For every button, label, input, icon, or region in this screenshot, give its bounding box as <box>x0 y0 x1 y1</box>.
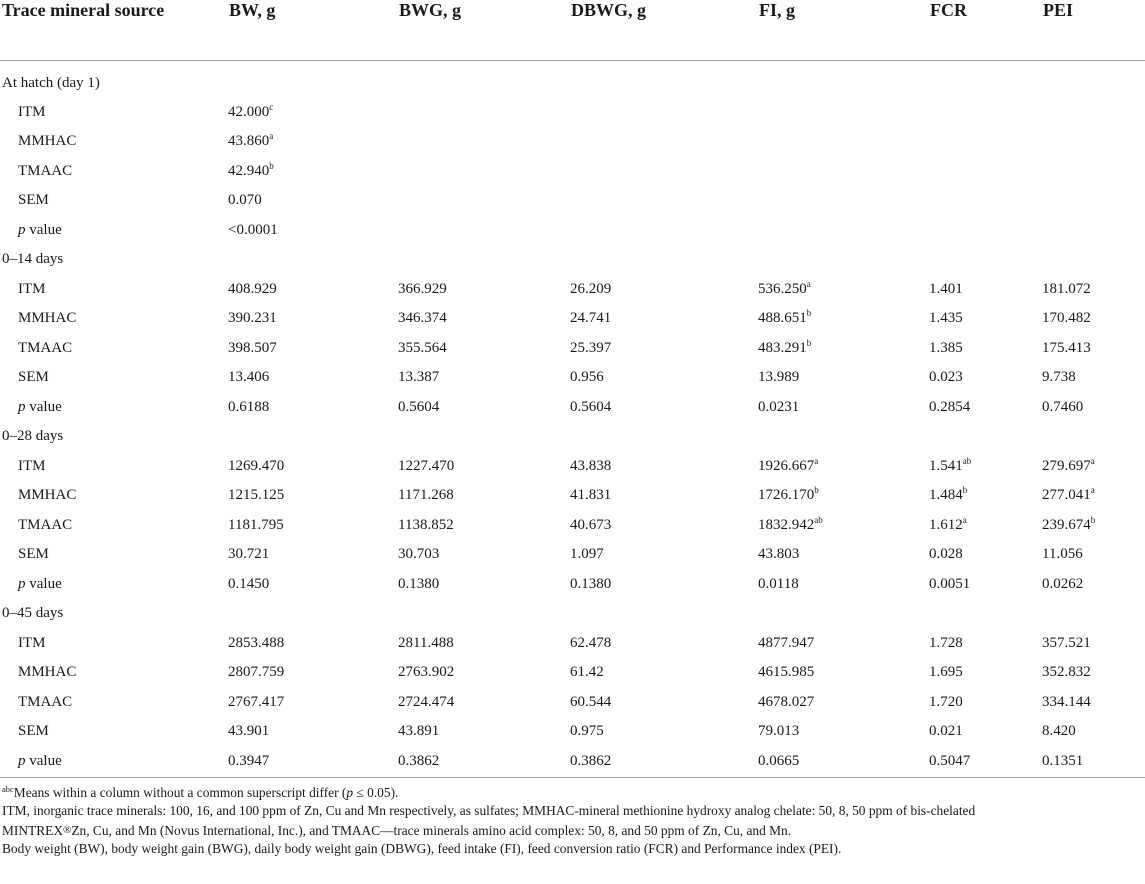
section-title: 0–14 days <box>2 251 64 268</box>
table-row <box>0 393 1145 423</box>
table-cell <box>1042 570 1145 600</box>
table-cell <box>398 717 570 747</box>
table-cell <box>929 216 1042 246</box>
table-cell <box>570 688 758 718</box>
header-fi: FI, g <box>758 0 929 60</box>
cell-value: 1215.125 <box>228 487 285 504</box>
table-cell <box>398 658 570 688</box>
table-cell <box>1042 216 1145 246</box>
table-cell <box>758 717 929 747</box>
table-cell <box>228 393 398 423</box>
table-cell <box>758 363 929 393</box>
cell-value: 1138.852 <box>398 516 454 533</box>
table-cell <box>398 275 570 305</box>
cell-value: 390.231 <box>228 310 277 327</box>
table-cell <box>398 540 570 570</box>
cell-value: 2763.902 <box>398 664 455 681</box>
table-cell <box>398 216 570 246</box>
significance-superscript: ab <box>962 455 972 466</box>
row-label: TMAAC <box>18 162 73 179</box>
cell-value: 1.435 <box>929 310 963 327</box>
cell-value: 0.0051 <box>929 575 971 592</box>
significance-superscript: a <box>1090 455 1095 466</box>
table-cell <box>758 629 929 659</box>
cell-value: 9.738 <box>1042 369 1076 386</box>
table-row <box>0 304 1145 334</box>
table-cell <box>929 717 1042 747</box>
cell-value: 279.697 <box>1042 457 1091 474</box>
row-label: ITM <box>18 280 46 297</box>
significance-superscript: b <box>1090 514 1096 525</box>
section-header-row <box>0 245 1145 275</box>
cell-value: 4877.947 <box>758 634 815 651</box>
table-cell <box>929 98 1042 128</box>
row-label: TMAAC <box>18 339 73 356</box>
table-cell <box>570 393 758 423</box>
section-title: At hatch (day 1) <box>2 74 100 91</box>
table-cell <box>570 540 758 570</box>
table-cell <box>758 511 929 541</box>
table-cell <box>228 157 398 187</box>
table-row <box>0 717 1145 747</box>
cell-value: 0.021 <box>929 723 963 740</box>
table-cell <box>398 186 570 216</box>
table-cell <box>758 570 929 600</box>
cell-value: 0.5604 <box>570 398 612 415</box>
table-cell <box>228 334 398 364</box>
section-title: 0–45 days <box>2 605 64 622</box>
table-cell <box>228 127 398 157</box>
table-cell <box>1042 658 1145 688</box>
table-cell <box>1042 511 1145 541</box>
table-cell <box>570 629 758 659</box>
cell-value: 334.144 <box>1042 693 1091 710</box>
table-cell <box>1042 688 1145 718</box>
cell-value: 0.0665 <box>758 753 800 769</box>
table-cell <box>929 452 1042 482</box>
table-cell <box>570 481 758 511</box>
table-cell <box>929 511 1042 541</box>
cell-value: 0.2854 <box>929 398 971 415</box>
table-cell <box>1042 157 1145 187</box>
table-cell <box>1042 186 1145 216</box>
cell-value: 1.728 <box>929 634 963 651</box>
significance-superscript: a <box>269 131 274 142</box>
table-cell <box>398 688 570 718</box>
row-label: p value <box>18 575 62 592</box>
table-cell <box>228 481 398 511</box>
table-cell <box>570 658 758 688</box>
table-cell <box>929 688 1042 718</box>
cell-value: 0.3862 <box>570 753 612 769</box>
table-row <box>0 363 1145 393</box>
table-cell <box>758 157 929 187</box>
cell-value: 0.0231 <box>758 398 800 415</box>
table-cell <box>228 511 398 541</box>
cell-value: 357.521 <box>1042 634 1091 651</box>
section-header-row <box>0 599 1145 629</box>
cell-value: 1181.795 <box>228 516 284 533</box>
table-cell <box>398 452 570 482</box>
cell-value: 170.482 <box>1042 310 1091 327</box>
cell-value: 43.860 <box>228 133 270 150</box>
table-row <box>0 452 1145 482</box>
cell-value: 13.387 <box>398 369 440 386</box>
cell-value: 536.250 <box>758 280 807 297</box>
cell-value: 0.1380 <box>570 575 612 592</box>
table-cell <box>758 98 929 128</box>
p-symbol: p <box>18 575 26 592</box>
table-cell <box>398 127 570 157</box>
cell-value: 175.413 <box>1042 339 1091 356</box>
table-cell <box>398 363 570 393</box>
table-row <box>0 334 1145 364</box>
table-cell <box>228 452 398 482</box>
cell-value: 1.097 <box>570 546 604 563</box>
table-row <box>0 275 1145 305</box>
table-cell <box>929 393 1042 423</box>
table-cell <box>228 747 398 778</box>
significance-superscript: a <box>814 455 819 466</box>
cell-value: 0.5047 <box>929 753 971 769</box>
p-symbol: p <box>18 753 26 769</box>
table-cell <box>758 216 929 246</box>
table-cell <box>758 127 929 157</box>
row-label: SEM <box>18 369 49 386</box>
cell-value: 1926.667 <box>758 457 815 474</box>
cell-value: 30.721 <box>228 546 270 563</box>
table-cell <box>758 186 929 216</box>
row-label: p value <box>0 747 228 778</box>
table-cell <box>758 658 929 688</box>
cell-value: 488.651 <box>758 310 807 327</box>
cell-value: 1227.470 <box>398 457 455 474</box>
cell-value: 0.3947 <box>228 753 270 769</box>
cell-value: 0.1450 <box>228 575 270 592</box>
table-row <box>0 629 1145 659</box>
table-cell <box>929 570 1042 600</box>
table-cell <box>1042 275 1145 305</box>
cell-value: 1.385 <box>929 339 963 356</box>
cell-value: 408.929 <box>228 280 277 297</box>
table-cell <box>398 304 570 334</box>
table-cell <box>929 629 1042 659</box>
table-cell <box>398 393 570 423</box>
cell-value: 11.056 <box>1042 546 1083 563</box>
cell-value: 40.673 <box>570 516 612 533</box>
significance-superscript: a <box>962 514 967 525</box>
row-label: TMAAC <box>18 693 73 710</box>
table-cell <box>570 127 758 157</box>
table-cell <box>228 540 398 570</box>
table-cell <box>228 186 398 216</box>
table-cell <box>929 157 1042 187</box>
table-cell <box>758 688 929 718</box>
cell-value: 43.901 <box>228 723 270 740</box>
cell-value: 366.929 <box>398 280 447 297</box>
section-header-row <box>0 422 1145 452</box>
row-label: MMHAC <box>18 487 77 504</box>
cell-value: 13.406 <box>228 369 270 386</box>
table-cell <box>228 688 398 718</box>
cell-value: 355.564 <box>398 339 447 356</box>
cell-value: 43.803 <box>758 546 800 563</box>
table-cell <box>398 98 570 128</box>
table-cell <box>570 275 758 305</box>
table-row <box>0 127 1145 157</box>
table-row <box>0 481 1145 511</box>
table-cell <box>929 363 1042 393</box>
table-row <box>0 186 1145 216</box>
row-label: SEM <box>18 192 49 209</box>
table-cell <box>1042 393 1145 423</box>
table-cell <box>758 304 929 334</box>
header-pei: PEI <box>1042 0 1145 60</box>
table-row <box>0 511 1145 541</box>
significance-superscript: a <box>806 278 811 289</box>
table-cell <box>228 304 398 334</box>
cell-value: 0.0118 <box>758 575 799 592</box>
cell-value: 0.3862 <box>398 753 440 769</box>
cell-value: 43.891 <box>398 723 440 740</box>
cell-value: 0.1380 <box>398 575 440 592</box>
table-cell <box>929 540 1042 570</box>
cell-value: 24.741 <box>570 310 612 327</box>
cell-value: 26.209 <box>570 280 612 297</box>
table-cell <box>228 629 398 659</box>
header-row <box>0 0 1145 60</box>
table-cell <box>228 363 398 393</box>
row-label: MMHAC <box>18 133 77 150</box>
table-cell <box>1042 747 1145 778</box>
cell-value: 1.612 <box>929 516 963 533</box>
footnote-superscript: abc <box>2 783 14 794</box>
cell-value: 2767.417 <box>228 693 285 710</box>
table-body <box>0 60 1145 777</box>
table-cell <box>758 275 929 305</box>
cell-value: 352.832 <box>1042 664 1091 681</box>
table-cell <box>1042 127 1145 157</box>
significance-superscript: b <box>814 485 819 496</box>
table-cell <box>228 275 398 305</box>
cell-value: 42.940 <box>228 162 270 179</box>
cell-value: 181.072 <box>1042 280 1091 297</box>
table-cell <box>570 717 758 747</box>
significance-superscript: b <box>269 160 274 171</box>
footnote-abbreviations: Body weight (BW), body weight gain (BWG), daily body weight gain (DBWG), feed intake (FI), feed conversion ratio (FCR) and Performance index (PEI). <box>2 841 842 856</box>
table-cell <box>929 304 1042 334</box>
header-bw: BW, g <box>228 0 398 60</box>
cell-value: 61.42 <box>570 664 604 681</box>
cell-value: 25.397 <box>570 339 612 356</box>
table-cell <box>1042 481 1145 511</box>
row-label: ITM <box>18 103 46 120</box>
table-cell <box>1042 540 1145 570</box>
registered-mark: ® <box>63 823 72 836</box>
cell-value: 0.1351 <box>1042 753 1084 769</box>
row-label: SEM <box>18 546 49 563</box>
table-cell <box>570 304 758 334</box>
table-row <box>0 570 1145 600</box>
cell-value: 346.374 <box>398 310 447 327</box>
table-cell <box>1042 363 1145 393</box>
cell-value: 0.5604 <box>398 398 440 415</box>
table-cell <box>570 186 758 216</box>
table-cell <box>929 275 1042 305</box>
table-cell <box>570 216 758 246</box>
significance-superscript: b <box>806 337 812 348</box>
cell-value: 1.695 <box>929 664 963 681</box>
table-cell <box>758 481 929 511</box>
section-title: 0–28 days <box>2 428 64 445</box>
table-row <box>0 216 1145 246</box>
table-cell <box>929 658 1042 688</box>
table-cell <box>398 570 570 600</box>
table-cell <box>758 540 929 570</box>
table-cell <box>570 157 758 187</box>
table-cell <box>929 747 1042 778</box>
cell-value: 1171.268 <box>398 487 454 504</box>
table-cell <box>929 481 1042 511</box>
table-cell <box>758 334 929 364</box>
table-row <box>0 688 1145 718</box>
significance-superscript: c <box>269 101 274 112</box>
table-cell <box>228 216 398 246</box>
cell-value: 1832.942 <box>758 516 815 533</box>
cell-value: 60.544 <box>570 693 612 710</box>
table-cell <box>398 481 570 511</box>
table-cell <box>228 570 398 600</box>
cell-value: 1269.470 <box>228 457 285 474</box>
table-cell <box>570 452 758 482</box>
cell-value: 41.831 <box>570 487 612 504</box>
cell-value: 79.013 <box>758 723 800 740</box>
cell-value: 4678.027 <box>758 693 815 710</box>
table-row <box>0 98 1145 128</box>
p-symbol: p <box>18 221 26 238</box>
cell-value: 0.956 <box>570 369 604 386</box>
cell-value: 398.507 <box>228 339 277 356</box>
cell-value: 42.000 <box>228 103 270 120</box>
row-label: MMHAC <box>18 664 77 681</box>
section-header-row <box>0 60 1145 98</box>
significance-superscript: ab <box>814 514 823 525</box>
table-cell <box>398 629 570 659</box>
cell-value: 0.6188 <box>228 398 270 415</box>
cell-value: 0.028 <box>929 546 963 563</box>
significance-superscript: b <box>962 485 968 496</box>
cell-value: 1.401 <box>929 280 963 297</box>
table-cell <box>570 511 758 541</box>
cell-value: 1.541 <box>929 457 963 474</box>
table-cell <box>570 98 758 128</box>
row-label: ITM <box>18 634 46 651</box>
cell-value: 0.7460 <box>1042 398 1084 415</box>
table-row <box>0 747 1145 778</box>
cell-value: <0.0001 <box>228 221 278 238</box>
table-cell <box>1042 717 1145 747</box>
table-cell <box>929 334 1042 364</box>
row-label: p value <box>18 221 62 238</box>
table-cell <box>1042 452 1145 482</box>
cell-value: 62.478 <box>570 634 612 651</box>
significance-superscript: a <box>1090 485 1095 496</box>
footnote-significance: $^{abc}$Means within a column without a common superscript differ (p ≤ 0.05). <box>2 783 399 800</box>
cell-value: 239.674 <box>1042 516 1091 533</box>
table-cell <box>758 747 929 778</box>
cell-value: 1.484 <box>929 487 963 504</box>
significance-superscript: b <box>806 308 812 319</box>
cell-value: 1.720 <box>929 693 963 710</box>
table-cell <box>1042 98 1145 128</box>
cell-value: 30.703 <box>398 546 440 563</box>
cell-value: 0.070 <box>228 192 262 209</box>
footnote-treatments-line2: MINTREX®Zn, Cu, and Mn (Novus International, Inc.), and TMAAC—trace minerals amino acid complex: 50, 8, and 50 ppm of Zn, Cu, and Mn. <box>2 822 792 838</box>
table-cell <box>398 511 570 541</box>
header-bwg: BWG, g <box>398 0 570 60</box>
header-source: Trace mineral source <box>0 0 228 60</box>
table-footnotes <box>0 778 1145 859</box>
cell-value: 43.838 <box>570 457 612 474</box>
cell-value: 2724.474 <box>398 693 455 710</box>
table-cell <box>1042 629 1145 659</box>
cell-value: 1726.170 <box>758 487 815 504</box>
table-cell <box>570 570 758 600</box>
table-cell <box>758 393 929 423</box>
table-cell <box>398 157 570 187</box>
table-row <box>0 540 1145 570</box>
row-label: MMHAC <box>18 310 77 327</box>
table-cell <box>929 127 1042 157</box>
table-cell <box>228 717 398 747</box>
cell-value: 2807.759 <box>228 664 285 681</box>
cell-value: 4615.985 <box>758 664 815 681</box>
table-cell <box>570 334 758 364</box>
table-row <box>0 157 1145 187</box>
table-cell <box>570 363 758 393</box>
row-label: ITM <box>18 457 46 474</box>
cell-value: 0.975 <box>570 723 604 740</box>
table-row <box>0 658 1145 688</box>
header-dbwg: DBWG, g <box>570 0 758 60</box>
table-cell <box>929 186 1042 216</box>
p-symbol: p <box>18 398 26 415</box>
table-cell <box>1042 304 1145 334</box>
table-cell <box>1042 334 1145 364</box>
cell-value: 2811.488 <box>398 634 454 651</box>
table-cell <box>228 658 398 688</box>
cell-value: 8.420 <box>1042 723 1076 740</box>
row-label: SEM <box>18 723 49 740</box>
table-cell <box>228 98 398 128</box>
table-cell <box>570 747 758 778</box>
cell-value: 277.041 <box>1042 487 1091 504</box>
table-cell <box>398 747 570 778</box>
table-cell <box>758 452 929 482</box>
cell-value: 0.0262 <box>1042 575 1084 592</box>
row-label: TMAAC <box>18 516 73 533</box>
footnote-treatments-line1: ITM, inorganic trace minerals: 100, 16, and 100 ppm of Zn, Cu and Mn respectively, as sulfates; MMHAC-mineral methionine hydroxy analog chelate: 50, 8, 50 ppm of bis-chelated <box>2 803 976 818</box>
cell-value: 2853.488 <box>228 634 285 651</box>
table-cell <box>398 334 570 364</box>
cell-value: 483.291 <box>758 339 807 356</box>
cell-value: 13.989 <box>758 369 800 386</box>
row-label: p value <box>18 398 62 415</box>
header-fcr: FCR <box>929 0 1042 60</box>
cell-value: 0.023 <box>929 369 963 386</box>
